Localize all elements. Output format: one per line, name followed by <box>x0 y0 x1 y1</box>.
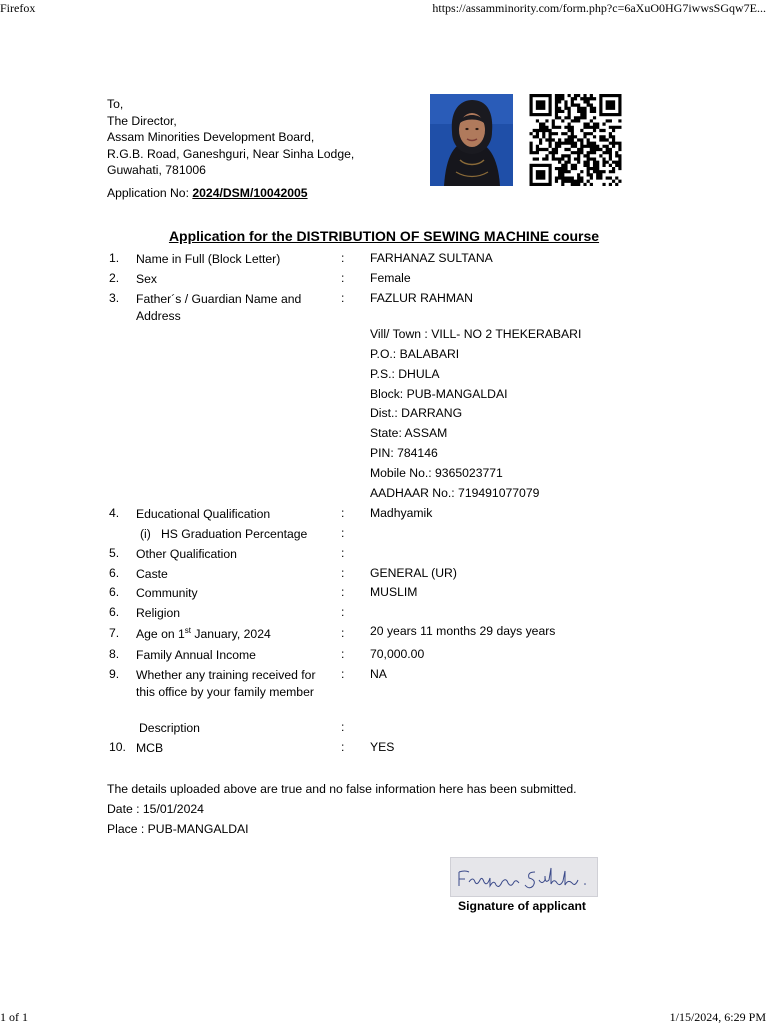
field-income <box>0 647 768 665</box>
field-separator: : <box>341 720 345 734</box>
field-label: Father´s / Guardian Name and Address <box>136 292 302 323</box>
field-separator: : <box>341 740 345 754</box>
field-label: Name in Full (Block Letter) <box>136 252 281 266</box>
applicant-photo-image <box>430 94 513 186</box>
field-label: Community <box>136 586 198 600</box>
address-post-office: P.O.: BALABARI <box>370 347 460 361</box>
field-community <box>0 585 768 603</box>
qr-finder-pattern <box>531 96 550 115</box>
form-title: Application for the DISTRIBUTION OF SEWING MACHINE course <box>168 228 600 244</box>
field-description <box>0 720 768 738</box>
field-label: Religion <box>136 606 181 620</box>
signature-image <box>451 858 597 896</box>
page-counter: 1 of 1 <box>0 1010 28 1024</box>
field-label: Caste <box>136 567 168 581</box>
field-value: YES <box>370 740 395 754</box>
address-police-station: P.S.: DHULA <box>370 367 440 381</box>
field-label: Family Annual Income <box>136 648 256 662</box>
field-number: 7. <box>109 626 120 640</box>
application-number <box>107 186 308 200</box>
field-value: Female <box>370 271 411 285</box>
applicant-photo <box>430 94 513 186</box>
application-number-label: Application No: <box>107 186 193 200</box>
print-timestamp: 1/15/2024, 6:29 PM <box>669 1010 766 1024</box>
field-name <box>0 251 768 269</box>
field-separator: : <box>341 271 345 285</box>
address-district: Dist.: DARRANG <box>370 406 463 420</box>
field-label: Sex <box>136 272 158 286</box>
field-hs-percentage <box>0 526 768 544</box>
page-url: https://assamminority.com/form.php?c=6aXuO0HG7iwwsSGqw7E... <box>432 1 766 15</box>
address-line: R.G.B. Road, Ganeshguri, Near Sinha Lodge, <box>107 146 355 161</box>
field-label-text: Age on 1 <box>136 627 185 641</box>
qr-finder-pattern <box>601 96 620 115</box>
address-line: Guwahati, 781006 <box>107 163 206 177</box>
field-mcb <box>0 740 768 758</box>
field-separator: : <box>341 605 345 619</box>
browser-title: Firefox <box>0 1 36 15</box>
field-separator: : <box>341 585 345 599</box>
field-sex <box>0 271 768 289</box>
field-value: Madhyamik <box>370 506 433 520</box>
field-number: 9. <box>109 667 120 681</box>
field-number: 6. <box>109 585 120 599</box>
application-number-value: 2024/DSM/10042005 <box>192 186 308 200</box>
field-number: 10. <box>109 740 126 754</box>
field-separator: : <box>341 506 345 520</box>
field-label-text: January, 2024 <box>191 627 271 641</box>
field-separator: : <box>341 647 345 661</box>
field-number: 1. <box>109 251 120 265</box>
declaration-statement: The details uploaded above are true and no false information here has been submitted. <box>107 782 577 796</box>
field-training <box>0 667 768 699</box>
field-number: 4. <box>109 506 120 520</box>
address-mobile: Mobile No.: 9365023771 <box>370 466 503 480</box>
field-label: Educational Qualification <box>136 507 271 521</box>
field-separator: : <box>341 667 345 681</box>
field-separator: : <box>341 291 345 305</box>
address-village: Vill/ Town : VILL- NO 2 THEKERABARI <box>370 327 582 341</box>
field-other-qualification <box>0 546 768 564</box>
field-label: MCB <box>136 741 164 755</box>
field-number: 2. <box>109 271 120 285</box>
field-number: 5. <box>109 546 120 560</box>
address-block: Block: PUB-MANGALDAI <box>370 387 508 401</box>
field-separator: : <box>341 546 345 560</box>
field-value: 20 years 11 months 29 days years <box>370 624 556 638</box>
field-label-superscript: st <box>184 625 192 635</box>
address-line: The Director, <box>107 113 177 128</box>
address-line: To, <box>107 97 124 111</box>
address-aadhaar: AADHAAR No.: 719491077079 <box>370 486 540 500</box>
field-separator: : <box>341 566 345 580</box>
field-label: Description <box>139 721 200 735</box>
field-value: FAZLUR RAHMAN <box>370 291 473 305</box>
address-pin: PIN: 784146 <box>370 446 438 460</box>
field-number: 6. <box>109 605 120 619</box>
qr-finder-pattern <box>531 165 550 184</box>
field-separator: : <box>341 626 345 640</box>
field-religion <box>0 605 768 623</box>
field-label: Whether any training received for this office by your family member <box>136 668 316 699</box>
declaration-date: Date : 15/01/2024 <box>107 802 204 816</box>
field-label <box>136 626 326 643</box>
field-guardian <box>0 291 768 323</box>
field-value: 70,000.00 <box>370 647 425 661</box>
field-label: (i) HS Graduation Percentage <box>140 527 308 541</box>
field-separator: : <box>341 526 345 540</box>
field-value: NA <box>370 667 387 681</box>
signature-caption: Signature of applicant <box>458 899 586 913</box>
field-value: GENERAL (UR) <box>370 566 457 580</box>
field-label: Other Qualification <box>136 547 237 561</box>
address-state: State: ASSAM <box>370 426 448 440</box>
field-value: MUSLIM <box>370 585 418 599</box>
field-caste <box>0 566 768 584</box>
recipient-address <box>107 96 354 179</box>
qr-code-icon <box>527 94 624 186</box>
declaration-place: Place : PUB-MANGALDAI <box>107 822 249 836</box>
field-number: 3. <box>109 291 120 305</box>
field-education <box>0 506 768 524</box>
address-line: Assam Minorities Development Board, <box>107 130 315 144</box>
applicant-signature <box>450 857 598 897</box>
field-number: 6. <box>109 566 120 580</box>
field-number: 8. <box>109 647 120 661</box>
field-value: FARHANAZ SULTANA <box>370 251 493 265</box>
qr-code-graphic <box>527 94 624 186</box>
field-separator: : <box>341 251 345 265</box>
field-age <box>0 626 768 644</box>
